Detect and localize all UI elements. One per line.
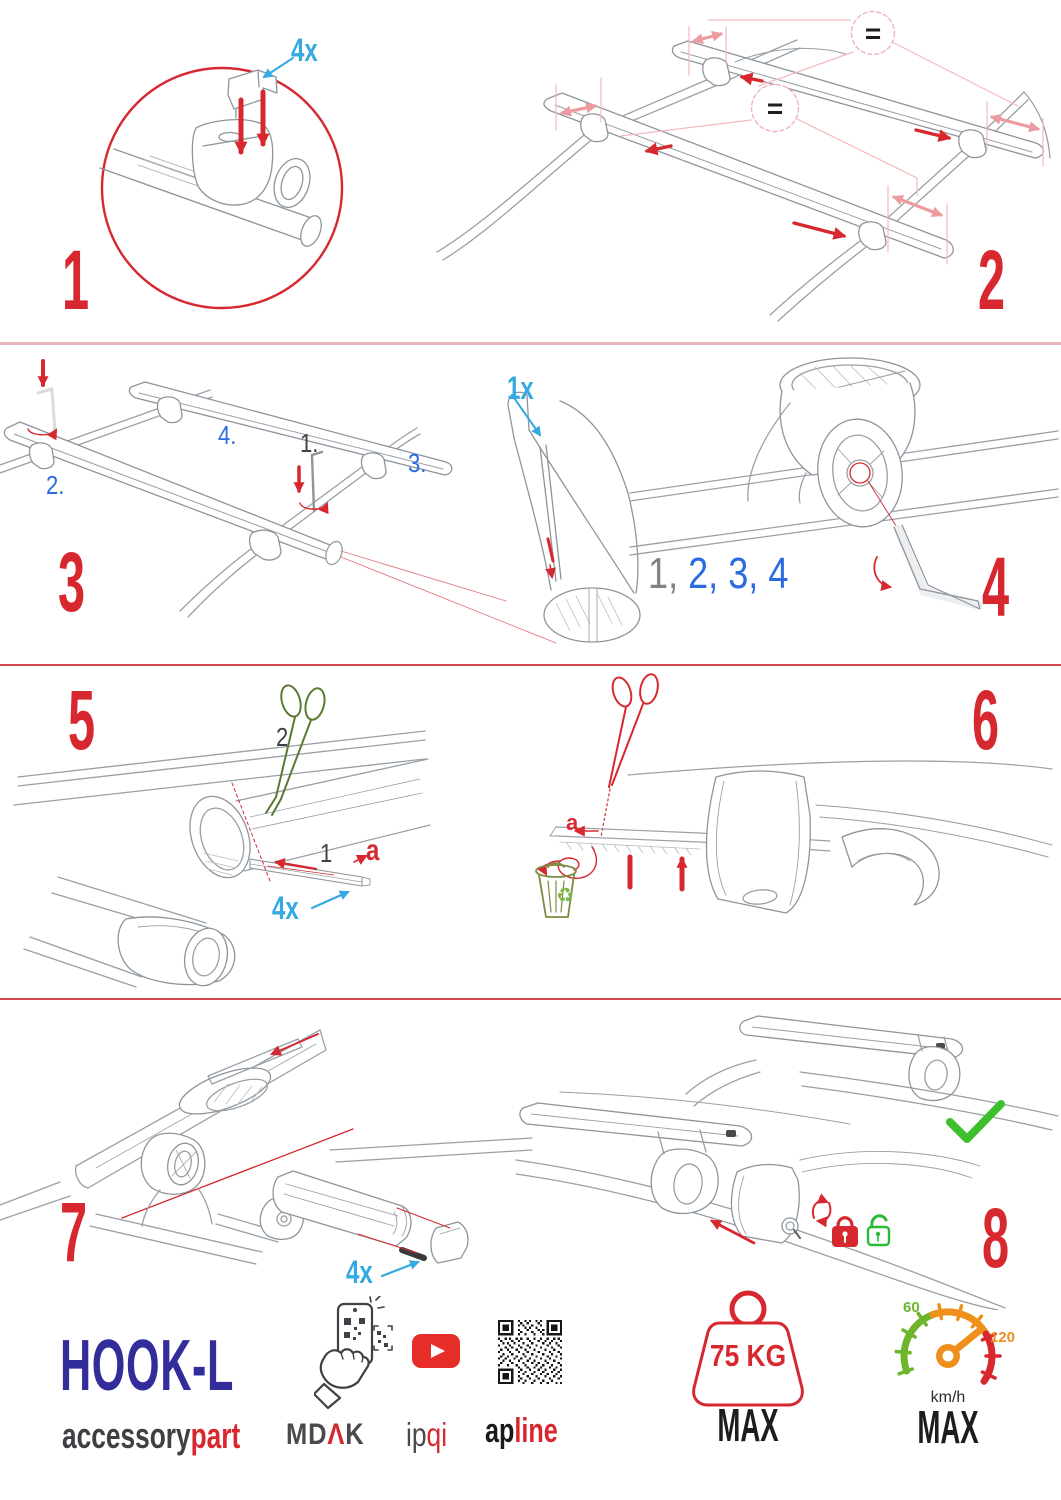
check-icon bbox=[950, 1104, 1001, 1139]
rotate-arrow bbox=[874, 557, 890, 587]
strip-tool-item bbox=[508, 392, 640, 642]
mdak-part: K bbox=[345, 1418, 365, 1451]
step-3-qty-label: 1x bbox=[507, 370, 534, 406]
step-7-qty-label: 4x bbox=[346, 1254, 373, 1290]
foot-body bbox=[909, 1047, 960, 1101]
cross-bar bbox=[672, 41, 1043, 158]
section-1-drawing bbox=[0, 0, 1061, 343]
youtube-icon bbox=[412, 1334, 460, 1370]
step-2-number: 2 bbox=[978, 233, 1006, 327]
max-load-value: 75 KG bbox=[709, 1338, 787, 1373]
section-3-drawing bbox=[0, 666, 1061, 998]
qty-leader-arrow bbox=[382, 1262, 418, 1276]
ipqi-part: qi bbox=[426, 1416, 448, 1453]
equal-spacing-symbol: = bbox=[766, 93, 784, 124]
tighten-sequence-label bbox=[648, 549, 789, 598]
speed-unit-label: km/h bbox=[930, 1389, 966, 1406]
step-8-number: 8 bbox=[982, 1191, 1010, 1285]
strip-ref-label: a bbox=[566, 810, 579, 835]
cut-off-curl bbox=[558, 847, 596, 878]
turn-arrow bbox=[813, 1201, 827, 1218]
insert-order-label: 1 bbox=[320, 838, 333, 868]
recycle-icon: ♻ bbox=[556, 885, 574, 907]
clamp-plate bbox=[228, 70, 277, 109]
end-cap-drawing bbox=[216, 1138, 532, 1276]
roof-rail bbox=[686, 1060, 1058, 1130]
mdak-part: MD bbox=[286, 1418, 328, 1451]
cut-order-label: 2 bbox=[276, 722, 289, 752]
section-4-drawing bbox=[0, 1000, 1061, 1310]
center-allen-key bbox=[299, 452, 327, 511]
speed-high-label: 120 bbox=[990, 1329, 1016, 1346]
lock-open-icon bbox=[868, 1216, 889, 1245]
step-4-number: 4 bbox=[982, 540, 1010, 634]
strip-ref-label: a bbox=[366, 834, 380, 867]
lock-cover-drawing bbox=[516, 1016, 1058, 1310]
bar-cross-section bbox=[179, 788, 260, 886]
crossbar-spacing-drawing bbox=[437, 12, 1050, 327]
qty-leader-arrow bbox=[312, 892, 348, 908]
apline-part: ap bbox=[485, 1412, 515, 1450]
step-1-qty-label: 4x bbox=[291, 32, 318, 68]
scissors-icon bbox=[601, 673, 660, 837]
step-6-number: 6 bbox=[972, 673, 1000, 767]
ipqi-part: ip bbox=[406, 1416, 427, 1453]
brand-suffix: part bbox=[190, 1415, 241, 1456]
lock-closed-icon bbox=[832, 1218, 858, 1247]
phone-scan-icon bbox=[314, 1296, 398, 1412]
cross-bar bbox=[129, 382, 451, 478]
product-name: HOOK-L bbox=[60, 1326, 234, 1406]
apline-part: line bbox=[514, 1412, 558, 1450]
substep-4-label: 4. bbox=[218, 420, 237, 450]
brand-prefix: accessory bbox=[62, 1415, 191, 1456]
qty-leader-arrow bbox=[264, 58, 293, 77]
sequence-todo: 2, 3, 4 bbox=[678, 549, 789, 598]
cross-bar bbox=[520, 1103, 752, 1146]
step-3-number: 3 bbox=[58, 535, 86, 629]
push-up-arrows bbox=[630, 857, 682, 889]
substep-3-label: 3. bbox=[408, 448, 427, 478]
substep-2-label: 2. bbox=[46, 470, 65, 500]
max-load-label: MAX bbox=[717, 1399, 779, 1451]
logo-mdak bbox=[286, 1420, 364, 1450]
left-allen-key-hint bbox=[28, 361, 56, 435]
step-1-number: 1 bbox=[62, 233, 90, 327]
max-speed-label: MAX bbox=[917, 1401, 979, 1453]
substep-1-label: 1. bbox=[300, 428, 319, 458]
speed-low-label: 60 bbox=[903, 1299, 920, 1316]
detail-leader-lines bbox=[341, 551, 556, 643]
hook-claw bbox=[842, 829, 939, 905]
slide-arrow bbox=[272, 1034, 318, 1054]
assembled-rack-drawing bbox=[0, 361, 640, 643]
turn-arrow bbox=[818, 1203, 830, 1221]
step-5-qty-label: 4x bbox=[272, 890, 299, 926]
logo-ipqi bbox=[406, 1418, 447, 1451]
step-7-number: 7 bbox=[60, 1185, 88, 1279]
step-5-number: 5 bbox=[68, 673, 96, 767]
brand-logo bbox=[62, 1415, 241, 1456]
zoom-circle-detail bbox=[100, 58, 342, 308]
qr-code bbox=[498, 1320, 562, 1384]
equal-spacing-symbol: = bbox=[864, 18, 882, 49]
wind-deflector bbox=[800, 1151, 980, 1178]
logo-apline bbox=[485, 1414, 558, 1448]
allen-key-icon bbox=[898, 529, 978, 605]
mdak-part: Λ bbox=[327, 1418, 346, 1451]
sequence-done: 1, bbox=[648, 549, 679, 598]
